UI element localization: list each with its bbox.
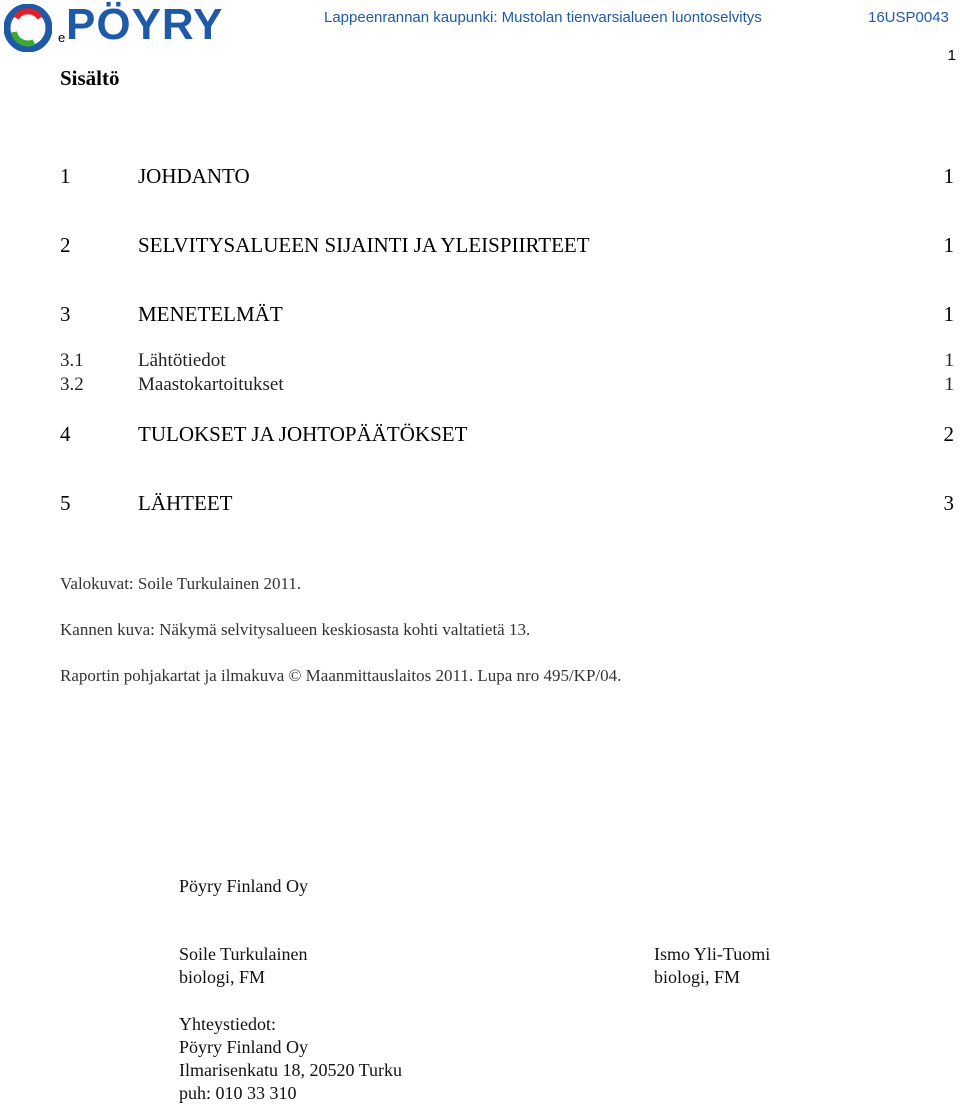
contact-company: Pöyry Finland Oy (179, 1037, 309, 1057)
contact-address: Ilmarisenkatu 18, 20520 Turku (179, 1060, 402, 1080)
logo-stray-character: e (58, 30, 66, 45)
contact-phone[interactable]: puh: 010 33 310 (179, 1083, 297, 1103)
page-number: 1 (947, 47, 956, 64)
toc-number: 3.2 (60, 374, 84, 395)
toc-title: Maastokartoitukset (138, 374, 284, 395)
toc-page: 1 (944, 350, 954, 371)
toc-number: 1 (60, 164, 71, 188)
toc-title: LÄHTEET (138, 491, 233, 515)
toc-number: 3 (60, 302, 71, 326)
toc-page: 3 (943, 491, 954, 515)
contact-label: Yhteystiedot: (179, 1014, 276, 1034)
toc-title: MENETELMÄT (138, 302, 283, 326)
report-title: Lappeenrannan kaupunki: Mustolan tienvarsialueen luontoselvitys (324, 9, 762, 26)
company-name: Pöyry Finland Oy (179, 876, 309, 896)
toc-page: 1 (943, 164, 954, 188)
toc-number: 5 (60, 491, 71, 515)
toc-page: 1 (944, 374, 954, 395)
company-logo (4, 0, 244, 52)
toc-title: JOHDANTO (138, 164, 250, 188)
toc-number: 4 (60, 422, 71, 446)
toc-title: SELVITYSALUEEN SIJAINTI JA YLEISPIIRTEET (138, 233, 590, 257)
toc-page: 2 (943, 422, 954, 446)
toc-title: Lähtötiedot (138, 350, 226, 371)
toc-number: 2 (60, 233, 71, 257)
report-code: 16USP0043 (868, 9, 949, 26)
author-role: biologi, FM (179, 967, 266, 987)
poyry-swirl-icon (4, 4, 52, 52)
toc-title: TULOKSET JA JOHTOPÄÄTÖKSET (138, 422, 468, 446)
author-name: Soile Turkulainen (179, 944, 308, 964)
toc-page: 1 (943, 233, 954, 257)
author-role: biologi, FM (654, 967, 741, 987)
photo-credit: Valokuvat: Soile Turkulainen 2011. (60, 574, 302, 593)
cover-caption: Kannen kuva: Näkymä selvitysalueen keskiosasta kohti valtatietä 13. (60, 620, 531, 639)
author-name: Ismo Yli-Tuomi (654, 944, 771, 964)
map-copyright: Raportin pohjakartat ja ilmakuva © Maanmittauslaitos 2011. Lupa nro 495/KP/04. (60, 666, 622, 685)
toc-page: 1 (943, 302, 954, 326)
toc-number: 3.1 (60, 350, 84, 371)
logo-wordmark: PÖYRY (66, 0, 224, 49)
contents-heading: Sisältö (60, 66, 120, 90)
